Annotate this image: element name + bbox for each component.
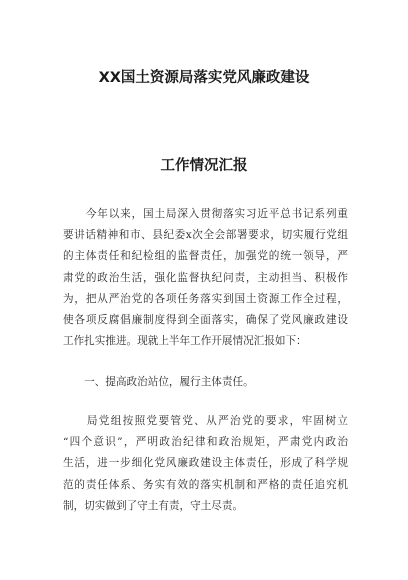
paragraph-line: 生活，进一步细化党风廉政建设主体责任，形成了科学规 <box>63 457 348 470</box>
paragraph-line: 要讲话精神和市、县纪委x次全会部署要求，切实履行党组 <box>63 229 348 242</box>
section-heading-1 <box>63 372 348 393</box>
paragraph-intro <box>63 204 348 352</box>
document-title: XX国土资源局落实党风廉政建设 <box>98 70 310 86</box>
paragraph-line: 的主体责任和纪检组的监督责任，加强党的统一领导，严 <box>63 250 348 263</box>
paragraph-section-1 <box>63 411 348 517</box>
paragraph-line: 使各项反腐倡廉制度得到全面落实，确保了党风廉政建设 <box>63 313 348 326</box>
paragraph-line: 为，把从严治党的各项任务落实到国土资源工作全过程， <box>63 292 348 305</box>
paragraph-line: 局党组按照党要管党、从严治党的要求，牢固树立 <box>63 415 348 427</box>
paragraph-line: 今年以来，国土局深入贯彻落实习近平总书记系列重 <box>63 208 348 220</box>
paragraph-line: 制，切实做到了守土有责，守土尽责。 <box>63 499 244 512</box>
paragraph-line: 肃党的政治生活，强化监督执纪问责，主动担当、积极作 <box>63 271 348 284</box>
paragraph-line: 范的责任体系、务实有效的落实机制和严格的责任追究机 <box>63 478 348 491</box>
paragraph-line: “四个意识”，严明政治纪律和政治规矩，严肃党内政治 <box>63 436 348 449</box>
section-heading-text: 一、提高政治站位，履行主体责任。 <box>63 376 254 388</box>
document-subtitle: 工作情况汇报 <box>160 158 248 174</box>
paragraph-line: 工作扎实推进。现就上半年工作开展情况汇报如下： <box>63 335 307 348</box>
